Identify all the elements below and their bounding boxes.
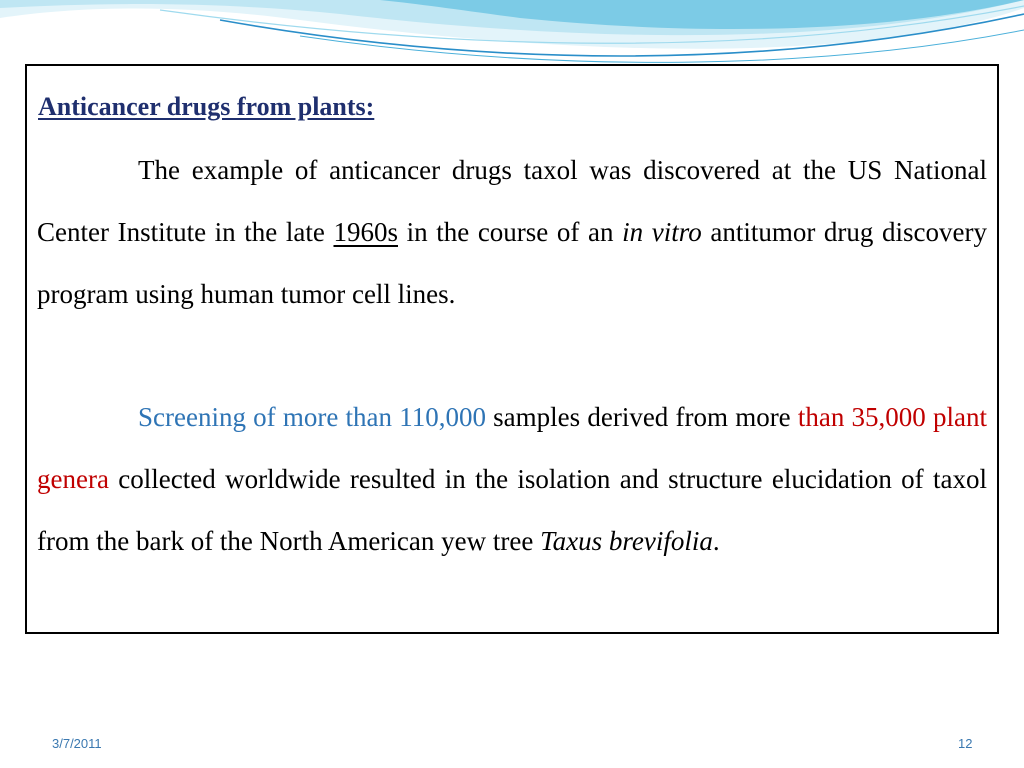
paragraph1-mid: in the course of an	[398, 217, 623, 247]
screening-count-highlight: Screening of more than 110,000	[138, 402, 486, 432]
footer-date: 3/7/2011	[52, 736, 102, 751]
plant-genera-highlight: than 35,000 plant genera	[37, 402, 987, 494]
footer-page-number: 12	[958, 736, 973, 751]
slide-heading: Anticancer drugs from plants:	[38, 92, 375, 121]
content-box	[25, 64, 999, 634]
species-name: Taxus brevifolia	[540, 526, 713, 556]
paragraph2-tail: collected worldwide resulted in the isolation and structure elucidation of taxol from the bark of the North American yew tree	[37, 464, 987, 556]
paragraph2-mid: samples derived from more	[485, 402, 798, 432]
decade-1960s: 1960s	[333, 217, 398, 247]
paragraph1-lead: The example of anticancer drugs taxol was discovered at the US National Center Institute in the late	[37, 155, 987, 247]
paragraph-taxol-discovery	[37, 139, 987, 325]
paragraph-screening	[37, 386, 987, 572]
paragraph1-tail: antitumor drug discovery program using human tumor cell lines.	[37, 217, 987, 309]
latin-in-vitro: in vitro	[622, 217, 702, 247]
paragraph2-end: .	[712, 526, 720, 556]
